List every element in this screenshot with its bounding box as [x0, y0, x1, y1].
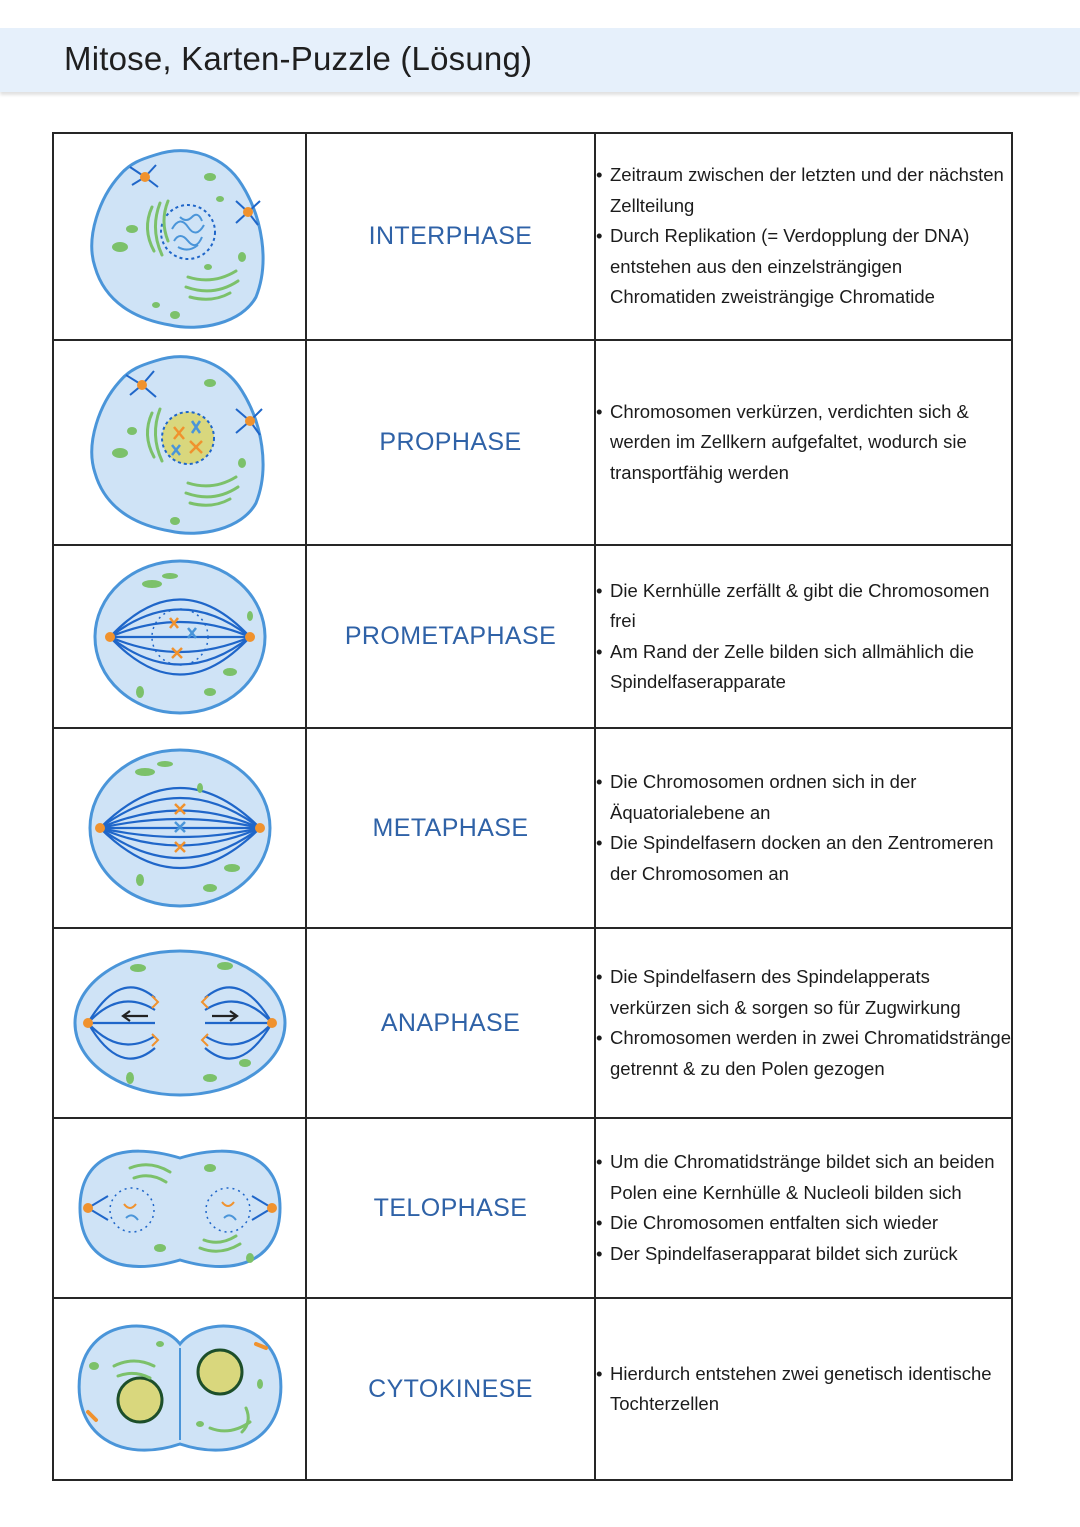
table-row: [53, 728, 1012, 928]
telophase-cell-icon: [60, 1128, 300, 1288]
table-row: [53, 1118, 1012, 1298]
phase-name: ANAPHASE: [306, 928, 595, 1118]
image-cell: [53, 545, 306, 728]
phase-description: [595, 545, 1012, 728]
phase-description: [595, 728, 1012, 928]
phase-name: PROMETAPHASE: [306, 545, 595, 728]
phase-description: [595, 928, 1012, 1118]
phase-name: METAPHASE: [306, 728, 595, 928]
table-row: [53, 928, 1012, 1118]
description-bullet: • Die Spindelfasern docken an den Zentromeren der Chromosomen an: [596, 828, 1011, 889]
prometaphase-cell-icon: [60, 552, 300, 722]
image-cell: [53, 728, 306, 928]
description-bullet: • Durch Replikation (= Verdopplung der DNA) entstehen aus den einzelsträngigen Chromatiden zweisträngige Chromatide: [596, 221, 1011, 313]
table-row: [53, 340, 1012, 545]
description-bullet: • Die Chromosomen ordnen sich in der Äquatorialebene an: [596, 767, 1011, 828]
description-bullet: • Um die Chromatidstränge bildet sich an beiden Polen eine Kernhülle & Nucleoli bilden sich: [596, 1147, 1011, 1208]
phase-name: TELOPHASE: [306, 1118, 595, 1298]
image-cell: [53, 133, 306, 340]
phase-description: [595, 340, 1012, 545]
description-bullet: • Hierdurch entstehen zwei genetisch identische Tochterzellen: [596, 1359, 1011, 1420]
phase-name: CYTOKINESE: [306, 1298, 595, 1480]
phase-name: PROPHASE: [306, 340, 595, 545]
page-header: [0, 28, 1080, 92]
phase-description: [595, 133, 1012, 340]
description-bullet: • Die Chromosomen entfalten sich wieder: [596, 1208, 1011, 1239]
prophase-cell-icon: [60, 343, 300, 543]
description-bullet: • Der Spindelfaserapparat bildet sich zurück: [596, 1239, 1011, 1270]
image-cell: [53, 1298, 306, 1480]
image-cell: [53, 928, 306, 1118]
description-bullet: • Zeitraum zwischen der letzten und der nächsten Zellteilung: [596, 160, 1011, 221]
table-row: [53, 1298, 1012, 1480]
cytokinesis-cells-icon: [60, 1304, 300, 1474]
image-cell: [53, 340, 306, 545]
page-title: Mitose, Karten-Puzzle (Lösung): [64, 40, 533, 77]
phase-description: [595, 1298, 1012, 1480]
description-bullet: • Die Spindelfasern des Spindelapperats verkürzen sich & sorgen so für Zugwirkung: [596, 962, 1011, 1023]
image-cell: [53, 1118, 306, 1298]
table-row: [53, 545, 1012, 728]
metaphase-cell-icon: [60, 738, 300, 918]
phase-name: INTERPHASE: [306, 133, 595, 340]
phase-table: [52, 132, 1013, 1481]
description-bullet: • Chromosomen verkürzen, verdichten sich & werden im Zellkern aufgefaltet, wodurch sie transportfähig werden: [596, 397, 1011, 489]
description-bullet: • Die Kernhülle zerfällt & gibt die Chromosomen frei: [596, 576, 1011, 637]
description-bullet: • Chromosomen werden in zwei Chromatidstränge getrennt & zu den Polen gezogen: [596, 1023, 1011, 1084]
table-row: [53, 133, 1012, 340]
interphase-cell-icon: [60, 137, 300, 337]
phase-description: [595, 1118, 1012, 1298]
description-bullet: • Am Rand der Zelle bilden sich allmählich die Spindelfaserapparate: [596, 637, 1011, 698]
anaphase-cell-icon: [60, 938, 300, 1108]
